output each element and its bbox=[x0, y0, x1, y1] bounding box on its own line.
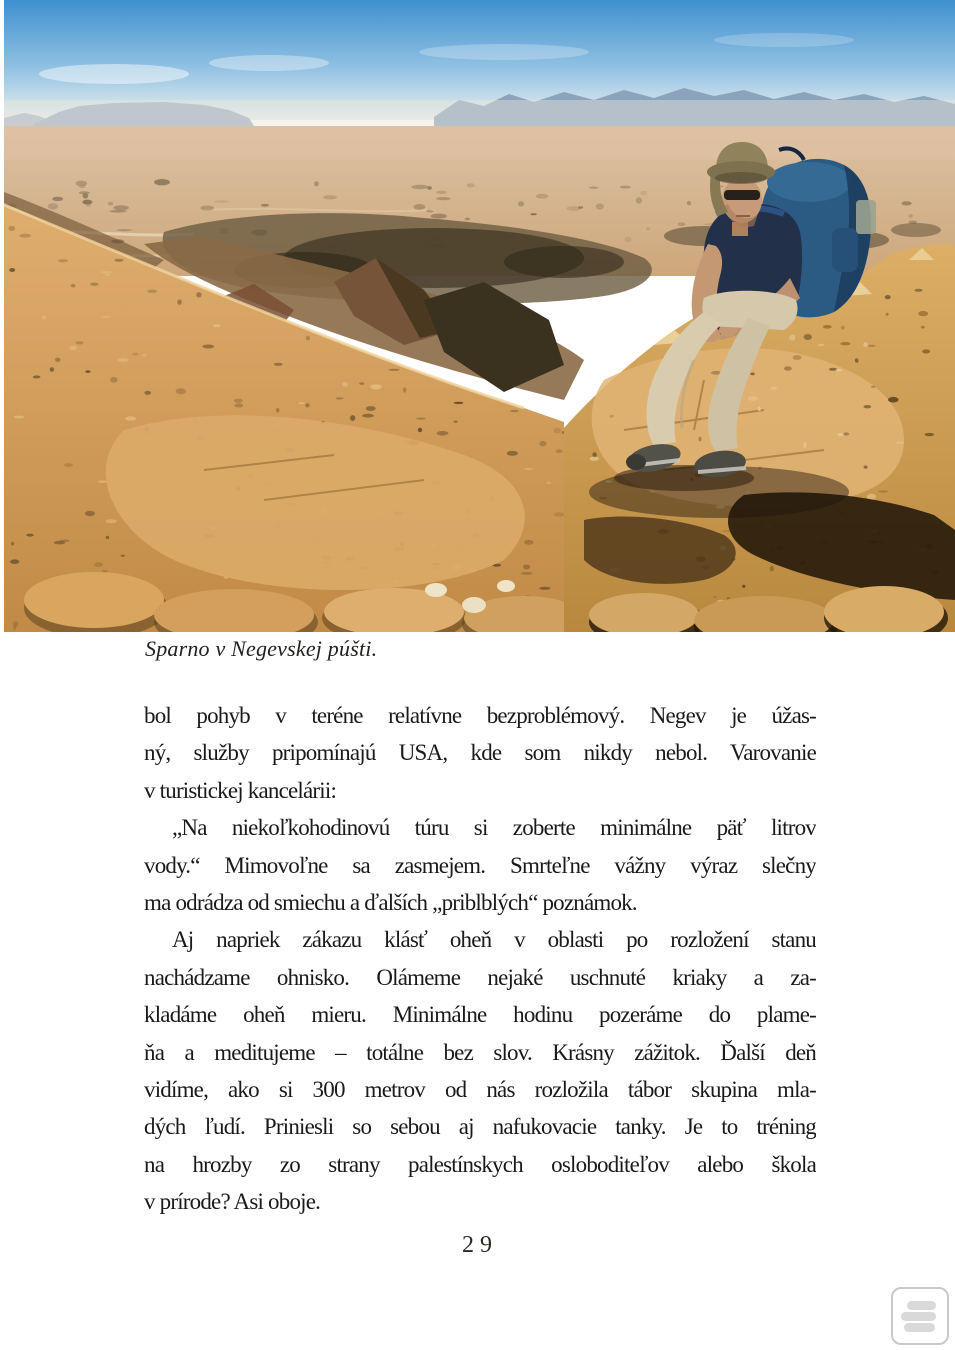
text-line: kladáme oheň mieru. Minimálne hodinu pozeráme do plame- bbox=[144, 1002, 816, 1028]
text-line: Aj napriek zákazu klásť oheň v oblasti po rozložení stanu bbox=[172, 927, 816, 953]
text-line: bol pohyb v teréne relatívne bezproblémový. Negev je úžas- bbox=[144, 703, 816, 728]
text-line: ma odrádza od smiechu a ďalších „priblblých“ poznámok. bbox=[144, 889, 637, 915]
photo-caption: Sparno v Negevskej púšti. bbox=[145, 636, 378, 661]
text-line: ňa a meditujeme – totálne bez slov. Krásny zážitok. Ďalší deň bbox=[144, 1039, 816, 1065]
text-line: nachádzame ohnisko. Olámeme nejaké uschnuté kriaky a za- bbox=[144, 964, 816, 990]
desert-photo-art bbox=[4, 0, 955, 632]
sunglasses bbox=[724, 190, 760, 200]
paragraph bbox=[144, 697, 816, 809]
text-line: ný, služby pripomínajú USA, kde som nikdy nebol. Varovanie bbox=[144, 740, 816, 766]
desert-photo bbox=[4, 0, 955, 632]
text-line: na hrozby zo strany palestínskych osloboditeľov alebo škola bbox=[144, 1151, 816, 1177]
text-line: v turistickej kancelárii: bbox=[144, 777, 337, 803]
paragraph bbox=[144, 809, 816, 921]
book-bar bbox=[901, 1312, 936, 1321]
page-number: 29 bbox=[462, 1232, 498, 1258]
text-line: „Na niekoľkohodinovú túru si zoberte minimálne päť litrov bbox=[172, 815, 816, 841]
paragraph bbox=[144, 921, 816, 1220]
book-bar bbox=[907, 1301, 936, 1310]
body-text bbox=[144, 697, 816, 1220]
text-line: dých ľudí. Priniesli so sebou aj nafukovacie tanky. Je to tréning bbox=[144, 1114, 816, 1140]
text-line: vidíme, ako si 300 metrov od nás rozložila tábor skupina mla- bbox=[144, 1076, 816, 1102]
book-bar bbox=[904, 1323, 935, 1332]
text-line: v prírode? Asi oboje. bbox=[144, 1189, 321, 1215]
martinus-books-icon bbox=[891, 1287, 949, 1345]
text-line: vody.“ Mimovoľne sa zasmejem. Smrteľne vážny výraz slečny bbox=[144, 852, 816, 878]
